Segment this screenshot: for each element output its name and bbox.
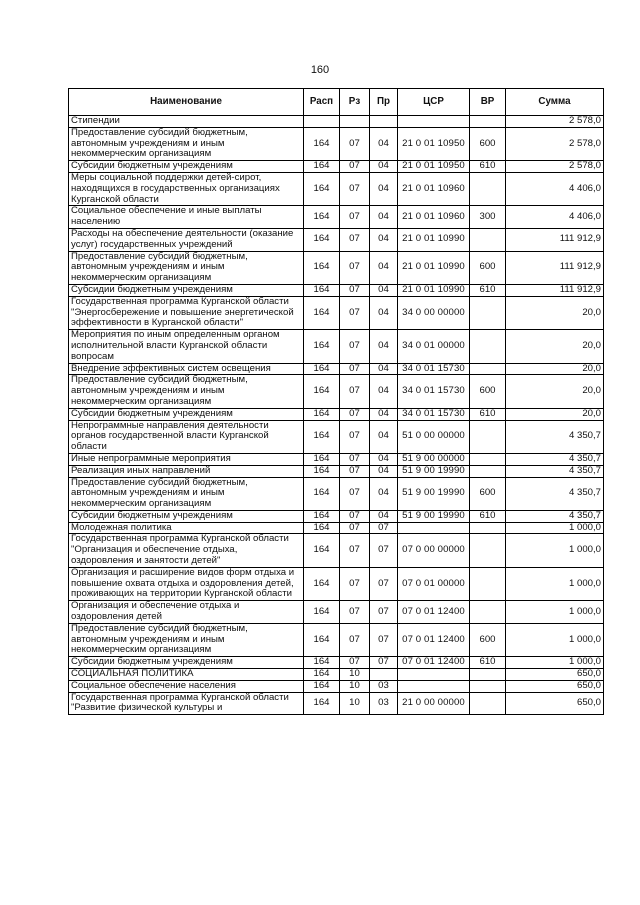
cell-rz: 07 xyxy=(340,510,370,522)
table-row xyxy=(69,228,604,251)
cell-vr: 610 xyxy=(470,284,506,296)
cell-rz: 07 xyxy=(340,251,370,284)
cell-sum: 1 000,0 xyxy=(506,601,604,624)
cell-name: Иные непрограммные мероприятия xyxy=(69,453,304,465)
cell-sum: 111 912,9 xyxy=(506,251,604,284)
cell-sum: 4 350,7 xyxy=(506,510,604,522)
table-row xyxy=(69,420,604,453)
cell-vr xyxy=(470,228,506,251)
cell-sum: 2 578,0 xyxy=(506,161,604,173)
cell-name: СОЦИАЛЬНАЯ ПОЛИТИКА xyxy=(69,669,304,681)
cell-pr: 04 xyxy=(370,330,398,363)
cell-rasp: 164 xyxy=(304,228,340,251)
cell-rz: 07 xyxy=(340,601,370,624)
cell-rz: 07 xyxy=(340,284,370,296)
table-row xyxy=(69,669,604,681)
cell-csr: 07 0 01 00000 xyxy=(398,567,470,600)
cell-csr: 34 0 01 00000 xyxy=(398,330,470,363)
cell-csr: 51 9 00 19990 xyxy=(398,465,470,477)
cell-csr: 21 0 01 10960 xyxy=(398,172,470,205)
cell-name: Государственная программа Курганской области "Энергосбережение и повышение энергетической эффективности в Курганской области" xyxy=(69,296,304,329)
cell-rasp: 164 xyxy=(304,330,340,363)
table-row xyxy=(69,567,604,600)
cell-csr xyxy=(398,669,470,681)
cell-sum: 4 350,7 xyxy=(506,477,604,510)
cell-name: Государственная программа Курганской области "Развитие физической культуры и xyxy=(69,692,304,715)
table-row xyxy=(69,692,604,715)
cell-vr: 600 xyxy=(470,375,506,408)
cell-name: Государственная программа Курганской области "Организация и обеспечение отдыха, оздоровления и занятости детей" xyxy=(69,534,304,567)
cell-vr xyxy=(470,601,506,624)
cell-name: Социальное обеспечение и иные выплаты населению xyxy=(69,206,304,229)
cell-sum: 20,0 xyxy=(506,408,604,420)
cell-rasp: 164 xyxy=(304,465,340,477)
cell-sum: 111 912,9 xyxy=(506,228,604,251)
cell-vr xyxy=(470,116,506,128)
cell-rasp: 164 xyxy=(304,161,340,173)
cell-pr: 04 xyxy=(370,127,398,160)
cell-rasp: 164 xyxy=(304,375,340,408)
cell-rz: 07 xyxy=(340,206,370,229)
cell-rasp: 164 xyxy=(304,522,340,534)
cell-sum: 1 000,0 xyxy=(506,623,604,656)
cell-vr xyxy=(470,363,506,375)
cell-pr: 04 xyxy=(370,465,398,477)
cell-rz: 07 xyxy=(340,534,370,567)
cell-sum: 650,0 xyxy=(506,669,604,681)
cell-pr: 04 xyxy=(370,206,398,229)
cell-sum: 4 350,7 xyxy=(506,465,604,477)
cell-csr: 07 0 01 12400 xyxy=(398,601,470,624)
cell-sum: 20,0 xyxy=(506,363,604,375)
cell-rz: 07 xyxy=(340,228,370,251)
cell-rasp: 164 xyxy=(304,363,340,375)
column-header-csr: ЦСР xyxy=(398,89,470,116)
cell-vr xyxy=(470,567,506,600)
cell-sum: 2 578,0 xyxy=(506,116,604,128)
cell-name: Субсидии бюджетным учреждениям xyxy=(69,510,304,522)
cell-pr: 04 xyxy=(370,172,398,205)
cell-rasp: 164 xyxy=(304,172,340,205)
cell-pr: 04 xyxy=(370,251,398,284)
cell-vr xyxy=(470,330,506,363)
cell-csr xyxy=(398,522,470,534)
table-row xyxy=(69,251,604,284)
cell-pr: 04 xyxy=(370,284,398,296)
table-row xyxy=(69,623,604,656)
table-row xyxy=(69,116,604,128)
cell-csr: 34 0 00 00000 xyxy=(398,296,470,329)
cell-rz: 07 xyxy=(340,172,370,205)
cell-rz: 07 xyxy=(340,465,370,477)
cell-pr: 03 xyxy=(370,680,398,692)
cell-rasp: 164 xyxy=(304,657,340,669)
cell-csr: 34 0 01 15730 xyxy=(398,408,470,420)
cell-rasp xyxy=(304,116,340,128)
cell-rz: 07 xyxy=(340,623,370,656)
cell-csr: 51 9 00 00000 xyxy=(398,453,470,465)
cell-name: Предоставление субсидий бюджетным, автономным учреждениям и иным некоммерческим организациям xyxy=(69,251,304,284)
table-row xyxy=(69,522,604,534)
cell-name: Организация и расширение видов форм отдыха и повышение охвата отдыха и оздоровления детей, проживающих на территории Курганской области xyxy=(69,567,304,600)
cell-sum: 650,0 xyxy=(506,692,604,715)
cell-name: Внедрение эффективных систем освещения xyxy=(69,363,304,375)
cell-rz: 07 xyxy=(340,657,370,669)
cell-csr: 07 0 01 12400 xyxy=(398,623,470,656)
cell-vr xyxy=(470,420,506,453)
table-header-row xyxy=(69,89,604,116)
cell-pr: 03 xyxy=(370,692,398,715)
cell-vr xyxy=(470,692,506,715)
cell-rasp: 164 xyxy=(304,567,340,600)
cell-name: Молодежная политика xyxy=(69,522,304,534)
cell-vr: 610 xyxy=(470,408,506,420)
cell-name: Субсидии бюджетным учреждениям xyxy=(69,161,304,173)
cell-pr: 07 xyxy=(370,567,398,600)
cell-vr xyxy=(470,453,506,465)
cell-name: Социальное обеспечение населения xyxy=(69,680,304,692)
cell-rasp: 164 xyxy=(304,680,340,692)
cell-csr: 51 0 00 00000 xyxy=(398,420,470,453)
table-row xyxy=(69,284,604,296)
cell-vr: 600 xyxy=(470,251,506,284)
cell-rasp: 164 xyxy=(304,284,340,296)
column-header-vr: ВР xyxy=(470,89,506,116)
cell-name: Мероприятия по иным определенным органом исполнительной власти Курганской области вопросам xyxy=(69,330,304,363)
cell-rz: 07 xyxy=(340,161,370,173)
cell-pr: 04 xyxy=(370,375,398,408)
cell-pr: 07 xyxy=(370,601,398,624)
cell-vr: 610 xyxy=(470,510,506,522)
cell-name: Субсидии бюджетным учреждениям xyxy=(69,657,304,669)
cell-pr: 04 xyxy=(370,296,398,329)
cell-csr: 21 0 01 10990 xyxy=(398,284,470,296)
cell-csr: 07 0 00 00000 xyxy=(398,534,470,567)
cell-rz: 07 xyxy=(340,453,370,465)
cell-rz: 10 xyxy=(340,692,370,715)
cell-rz: 07 xyxy=(340,127,370,160)
cell-pr: 07 xyxy=(370,522,398,534)
cell-csr: 34 0 01 15730 xyxy=(398,375,470,408)
table-row xyxy=(69,510,604,522)
cell-rasp: 164 xyxy=(304,296,340,329)
cell-rz: 07 xyxy=(340,408,370,420)
cell-rasp: 164 xyxy=(304,623,340,656)
cell-csr: 51 9 00 19990 xyxy=(398,477,470,510)
cell-rz: 10 xyxy=(340,669,370,681)
cell-vr: 300 xyxy=(470,206,506,229)
cell-pr: 04 xyxy=(370,510,398,522)
cell-pr: 07 xyxy=(370,534,398,567)
cell-sum: 1 000,0 xyxy=(506,567,604,600)
table-row xyxy=(69,296,604,329)
cell-name: Предоставление субсидий бюджетным, автономным учреждениям и иным некоммерческим организациям xyxy=(69,623,304,656)
cell-vr xyxy=(470,534,506,567)
cell-csr xyxy=(398,680,470,692)
table-row xyxy=(69,172,604,205)
table-row xyxy=(69,453,604,465)
cell-vr xyxy=(470,172,506,205)
cell-name: Предоставление субсидий бюджетным, автономным учреждениям и иным некоммерческим организациям xyxy=(69,127,304,160)
cell-vr xyxy=(470,465,506,477)
cell-pr: 07 xyxy=(370,623,398,656)
cell-rasp: 164 xyxy=(304,251,340,284)
cell-name: Субсидии бюджетным учреждениям xyxy=(69,408,304,420)
cell-csr: 21 0 01 10990 xyxy=(398,228,470,251)
cell-rz: 07 xyxy=(340,567,370,600)
cell-rasp: 164 xyxy=(304,510,340,522)
cell-name: Меры социальной поддержки детей-сирот, находящихся в государственных организациях Курганской области xyxy=(69,172,304,205)
cell-sum: 4 406,0 xyxy=(506,172,604,205)
cell-csr: 34 0 01 15730 xyxy=(398,363,470,375)
table-row xyxy=(69,363,604,375)
table-row xyxy=(69,534,604,567)
cell-rasp: 164 xyxy=(304,669,340,681)
cell-rz: 07 xyxy=(340,420,370,453)
table-row xyxy=(69,375,604,408)
cell-rz: 07 xyxy=(340,522,370,534)
cell-csr: 21 0 01 10950 xyxy=(398,161,470,173)
cell-sum: 111 912,9 xyxy=(506,284,604,296)
cell-vr: 610 xyxy=(470,657,506,669)
table-row xyxy=(69,477,604,510)
cell-csr: 21 0 01 10960 xyxy=(398,206,470,229)
cell-sum: 1 000,0 xyxy=(506,522,604,534)
cell-pr: 04 xyxy=(370,408,398,420)
cell-pr: 04 xyxy=(370,453,398,465)
column-header-pr: Пр xyxy=(370,89,398,116)
cell-vr: 600 xyxy=(470,477,506,510)
cell-rasp: 164 xyxy=(304,127,340,160)
cell-pr: 07 xyxy=(370,657,398,669)
table-row xyxy=(69,601,604,624)
cell-pr xyxy=(370,669,398,681)
cell-sum: 20,0 xyxy=(506,330,604,363)
cell-vr: 600 xyxy=(470,127,506,160)
column-header-rz: Рз xyxy=(340,89,370,116)
cell-sum: 20,0 xyxy=(506,296,604,329)
cell-vr xyxy=(470,522,506,534)
cell-rasp: 164 xyxy=(304,206,340,229)
cell-rasp: 164 xyxy=(304,453,340,465)
table-row xyxy=(69,408,604,420)
cell-sum: 1 000,0 xyxy=(506,534,604,567)
column-header-name: Наименование xyxy=(69,89,304,116)
table-row xyxy=(69,465,604,477)
budget-table xyxy=(68,88,604,715)
cell-vr xyxy=(470,680,506,692)
cell-sum: 20,0 xyxy=(506,375,604,408)
cell-vr xyxy=(470,669,506,681)
cell-vr: 600 xyxy=(470,623,506,656)
cell-rz: 07 xyxy=(340,330,370,363)
cell-name: Реализация иных направлений xyxy=(69,465,304,477)
cell-sum: 1 000,0 xyxy=(506,657,604,669)
cell-sum: 4 350,7 xyxy=(506,420,604,453)
cell-pr: 04 xyxy=(370,161,398,173)
page-number: 160 xyxy=(310,64,330,76)
cell-pr: 04 xyxy=(370,420,398,453)
cell-name: Предоставление субсидий бюджетным, автономным учреждениям и иным некоммерческим организациям xyxy=(69,375,304,408)
cell-rz: 07 xyxy=(340,477,370,510)
table-row xyxy=(69,657,604,669)
cell-rz: 07 xyxy=(340,363,370,375)
cell-pr: 04 xyxy=(370,228,398,251)
cell-vr: 610 xyxy=(470,161,506,173)
cell-rz: 07 xyxy=(340,375,370,408)
cell-rasp: 164 xyxy=(304,408,340,420)
table-row xyxy=(69,680,604,692)
cell-rasp: 164 xyxy=(304,601,340,624)
cell-vr xyxy=(470,296,506,329)
cell-name: Субсидии бюджетным учреждениям xyxy=(69,284,304,296)
table-row xyxy=(69,161,604,173)
cell-csr: 21 0 00 00000 xyxy=(398,692,470,715)
cell-sum: 650,0 xyxy=(506,680,604,692)
table-row xyxy=(69,127,604,160)
cell-pr: 04 xyxy=(370,477,398,510)
cell-rasp: 164 xyxy=(304,420,340,453)
table-row xyxy=(69,330,604,363)
cell-rasp: 164 xyxy=(304,534,340,567)
cell-csr xyxy=(398,116,470,128)
cell-name: Стипендии xyxy=(69,116,304,128)
cell-csr: 21 0 01 10990 xyxy=(398,251,470,284)
cell-sum: 2 578,0 xyxy=(506,127,604,160)
cell-rasp: 164 xyxy=(304,477,340,510)
cell-rz: 10 xyxy=(340,680,370,692)
cell-name: Непрограммные направления деятельности органов государственной власти Курганской области xyxy=(69,420,304,453)
cell-name: Предоставление субсидий бюджетным, автономным учреждениям и иным некоммерческим организациям xyxy=(69,477,304,510)
column-header-rasp: Расп xyxy=(304,89,340,116)
cell-csr: 21 0 01 10950 xyxy=(398,127,470,160)
cell-pr: 04 xyxy=(370,363,398,375)
cell-sum: 4 350,7 xyxy=(506,453,604,465)
cell-csr: 07 0 01 12400 xyxy=(398,657,470,669)
column-header-sum: Сумма xyxy=(506,89,604,116)
table-row xyxy=(69,206,604,229)
cell-rasp: 164 xyxy=(304,692,340,715)
cell-name: Организация и обеспечение отдыха и оздоровления детей xyxy=(69,601,304,624)
cell-pr xyxy=(370,116,398,128)
cell-csr: 51 9 00 19990 xyxy=(398,510,470,522)
cell-sum: 4 406,0 xyxy=(506,206,604,229)
cell-rz: 07 xyxy=(340,296,370,329)
cell-rz xyxy=(340,116,370,128)
cell-name: Расходы на обеспечение деятельности (оказание услуг) государственных учреждений xyxy=(69,228,304,251)
